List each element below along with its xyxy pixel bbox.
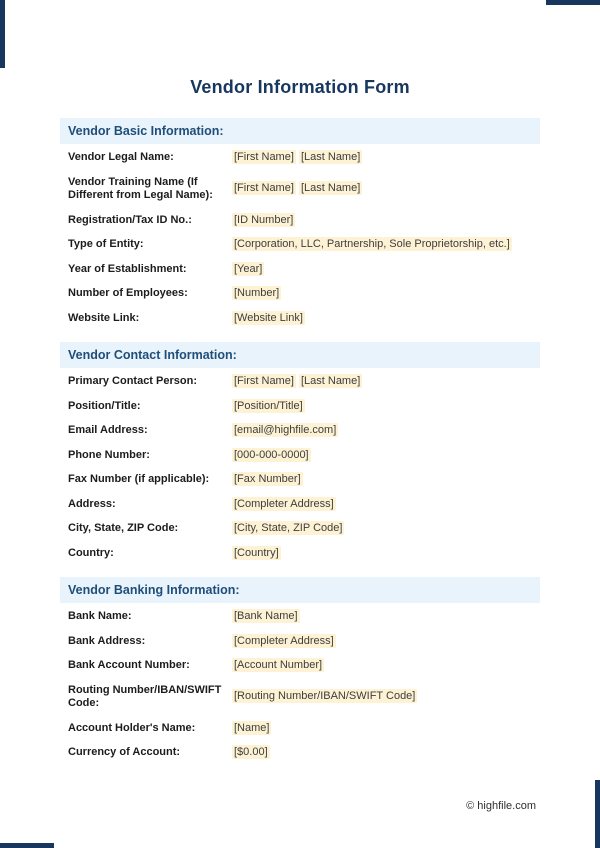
placeholder-field[interactable]: [First Name] xyxy=(234,151,294,163)
placeholder-field[interactable]: [Name] xyxy=(234,721,270,734)
section-header xyxy=(60,577,540,603)
placeholder-field[interactable]: [Corporation, LLC, Partnership, Sole Proprietorship, etc.] xyxy=(234,238,510,250)
placeholder-field[interactable]: [Number] xyxy=(234,287,280,299)
form-row xyxy=(68,473,540,487)
footer-credit: © highfile.com xyxy=(466,800,536,812)
row-label: Registration/Tax ID No.: xyxy=(68,213,192,226)
row-value xyxy=(232,690,417,704)
placeholder-field[interactable]: [Account Number] xyxy=(234,659,323,671)
placeholder-field[interactable]: [Routing Number/IBAN/SWIFT Code] xyxy=(234,690,416,703)
form-row xyxy=(68,449,540,463)
row-label: Vendor Legal Name: xyxy=(68,151,174,163)
placeholder-field[interactable]: [Last Name] xyxy=(300,375,361,387)
row-value xyxy=(232,151,362,165)
row-label: City, State, ZIP Code: xyxy=(68,522,179,534)
row-label: Position/Title: xyxy=(68,399,141,412)
placeholder-field[interactable]: [Year] xyxy=(234,262,263,275)
row-value xyxy=(232,722,271,736)
row-label: Type of Entity: xyxy=(68,238,144,250)
form-row xyxy=(68,238,540,252)
form-row xyxy=(68,498,540,512)
placeholder-field[interactable]: [Website Link] xyxy=(234,311,303,324)
page-border-top-right xyxy=(546,0,600,5)
section-header xyxy=(60,118,540,144)
row-label: Primary Contact Person: xyxy=(68,375,197,387)
placeholder-field[interactable]: [Position/Title] xyxy=(234,399,303,412)
placeholder-field[interactable]: [ID Number] xyxy=(234,213,294,226)
form-row xyxy=(68,659,540,673)
form-row xyxy=(68,263,540,277)
section-rows xyxy=(60,603,540,760)
row-label: Fax Number (if applicable): xyxy=(68,473,210,485)
form-row xyxy=(68,547,540,561)
page-title: Vendor Information Form xyxy=(190,77,410,97)
form-row xyxy=(68,684,540,711)
row-value xyxy=(232,610,300,624)
row-label: Bank Name: xyxy=(68,610,132,622)
row-label: Account Holder's Name: xyxy=(68,721,196,734)
section-header xyxy=(60,342,540,368)
row-label: Address: xyxy=(68,497,116,510)
placeholder-field[interactable]: [Last Name] xyxy=(300,182,361,195)
form-row xyxy=(68,746,540,760)
placeholder-field[interactable]: [Bank Name] xyxy=(234,610,298,622)
placeholder-field[interactable]: [First Name] xyxy=(234,182,294,195)
form-row xyxy=(68,522,540,536)
row-label: Routing Number/IBAN/SWIFT Code: xyxy=(68,683,222,709)
row-value xyxy=(232,449,311,463)
row-label: Currency of Account: xyxy=(68,746,181,758)
row-value xyxy=(232,263,264,277)
form-section xyxy=(60,342,540,560)
placeholder-field[interactable]: [$0.00] xyxy=(234,746,268,758)
form-row xyxy=(68,424,540,438)
row-label: Country: xyxy=(68,546,114,559)
form-row xyxy=(68,635,540,649)
row-value xyxy=(232,522,344,536)
row-value xyxy=(232,400,305,414)
row-label: Website Link: xyxy=(68,311,140,324)
section-rows xyxy=(60,144,540,325)
placeholder-field[interactable]: [email@highfile.com] xyxy=(234,424,337,436)
row-label: Number of Employees: xyxy=(68,287,188,299)
placeholder-field[interactable]: [Last Name] xyxy=(300,151,361,163)
placeholder-field[interactable]: [Fax Number] xyxy=(234,473,301,485)
row-value xyxy=(232,547,281,561)
form-row xyxy=(68,400,540,414)
form-row xyxy=(68,610,540,624)
form-section xyxy=(60,118,540,325)
row-label: Email Address: xyxy=(68,424,148,436)
row-value xyxy=(232,182,362,196)
section-heading-label: Vendor Basic Information: xyxy=(68,124,224,138)
placeholder-field[interactable]: [Completer Address] xyxy=(234,497,334,510)
placeholder-field[interactable]: [Completer Address] xyxy=(234,634,334,647)
row-value xyxy=(232,746,270,760)
placeholder-field[interactable]: [Country] xyxy=(234,546,279,559)
row-value xyxy=(232,498,336,512)
form-body xyxy=(60,118,540,760)
form-row xyxy=(68,375,540,389)
placeholder-field[interactable]: [City, State, ZIP Code] xyxy=(234,522,343,534)
row-label: Phone Number: xyxy=(68,448,150,461)
row-label: Bank Address: xyxy=(68,634,146,647)
row-value xyxy=(232,312,305,326)
form-row xyxy=(68,287,540,301)
section-heading-label: Vendor Contact Information: xyxy=(68,348,237,362)
row-label: Vendor Training Name (If Different from Legal Name): xyxy=(68,175,213,201)
row-label: Bank Account Number: xyxy=(68,659,190,671)
section-heading-label: Vendor Banking Information: xyxy=(68,583,240,597)
row-value xyxy=(232,635,336,649)
section-rows xyxy=(60,368,540,560)
form-row xyxy=(68,151,540,165)
form-row xyxy=(68,214,540,228)
row-label: Year of Establishment: xyxy=(68,262,187,275)
form-row xyxy=(68,722,540,736)
row-value xyxy=(232,659,324,673)
row-value xyxy=(232,238,512,252)
placeholder-field[interactable]: [First Name] xyxy=(234,375,294,387)
page-border-bottom-left xyxy=(0,843,54,848)
row-value xyxy=(232,473,303,487)
page-border-top-left xyxy=(0,0,5,68)
row-value xyxy=(232,287,281,301)
form-row xyxy=(68,312,540,326)
form-row xyxy=(68,176,540,203)
row-value xyxy=(232,214,295,228)
placeholder-field[interactable]: [000-000-0000] xyxy=(234,448,309,461)
form-section xyxy=(60,577,540,760)
row-value xyxy=(232,424,338,438)
row-value xyxy=(232,375,362,389)
page-border-bottom-right xyxy=(595,780,600,848)
